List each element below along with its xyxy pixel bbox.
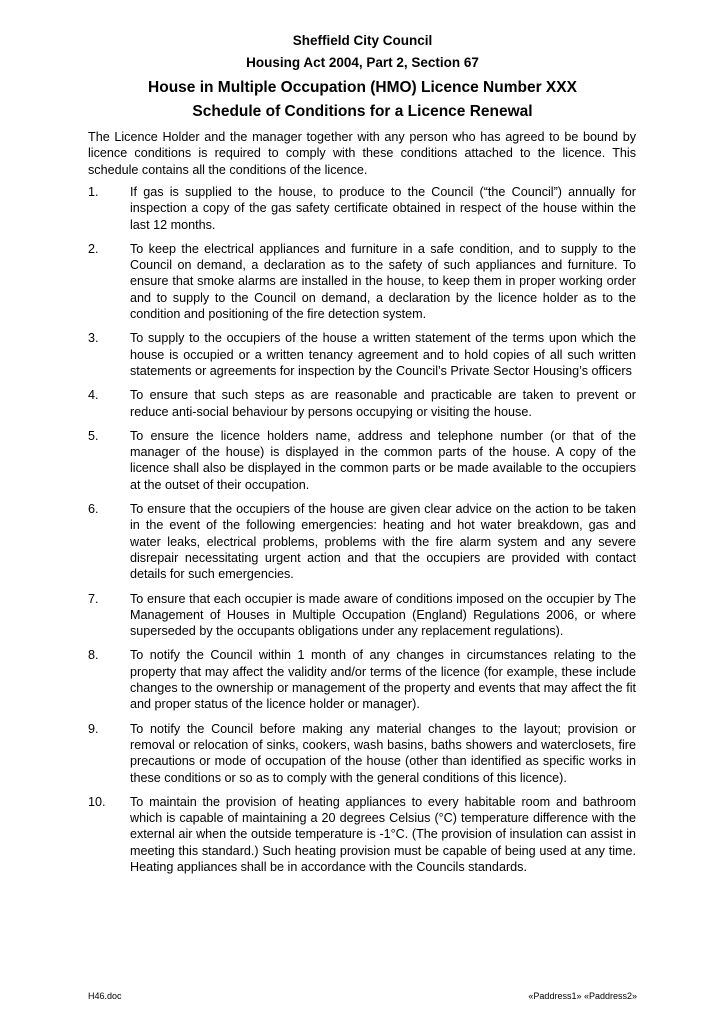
condition-item	[88, 721, 636, 786]
act-reference: Housing Act 2004, Part 2, Section 67	[246, 55, 479, 70]
condition-text: To ensure that the occupiers of the house are given clear advice on the action to be taken in the event of the following emergencies: heating and hot water breakdown, gas and water leaks, electrical problems, problems with the fire alarm system and any severe disrepair necessitating urgent action and that the occupiers are provided with contact details for such emergencies.	[130, 502, 636, 582]
condition-text: To ensure that such steps as are reasonable and practicable are taken to prevent or reduce anti-social behaviour by persons occupying or visiting the house.	[130, 388, 636, 419]
condition-text: To maintain the provision of heating appliances to every habitable room and bathroom which is capable of maintaining a 20 degrees Celsius (°C) temperature difference with the external air when the outside temperature is -1°C. (The provision of insulation can assist in meeting this standard.) Such heating provision must be capable of being used at any time. Heating appliances shall be in accordance with the Councils standards.	[130, 794, 636, 874]
condition-text: To ensure the licence holders name, address and telephone number (or that of the manager of the house) is displayed in the common parts of the house. A copy of the licence shall also be displayed in the common parts or be made available to the occupiers at the outset of their occupation.	[130, 428, 636, 492]
schedule-title: Schedule of Conditions for a Licence Renewal	[192, 103, 533, 120]
condition-number: 7.	[88, 591, 99, 606]
condition-number: 4.	[88, 388, 99, 403]
condition-number: 8.	[88, 648, 99, 663]
condition-item	[88, 647, 636, 712]
condition-text: To keep the electrical appliances and furniture in a safe condition, and to supply to the Council on demand, a declaration as to the safety of such appliances and furniture. To ensure that smoke alarms are installed in the house, to keep them in proper working order and to supply to the Council on demand, a declaration by the licence holder as to the condition and positioning of the fire detection system.	[130, 241, 636, 322]
intro-paragraph: The Licence Holder and the manager together with any person who has agreed to be bound by licence conditions is required to comply with these conditions attached to the licence. This schedule contains all the conditions of the licence.	[88, 130, 636, 177]
condition-text: To notify the Council before making any material changes to the layout; provision or removal or relocation of sinks, cookers, wash basins, baths showers and waterclosets, fire precautions or mode of occupation of the house (other than identified as specific works in these conditions or so as to comply with the general conditions of this licence).	[130, 721, 636, 785]
document-heading	[0, 30, 725, 123]
condition-item	[88, 794, 636, 875]
condition-text: To ensure that each occupier is made aware of conditions imposed on the occupier by The Management of Houses in Multiple Occupation (England) Regulations 2006, or where superseded by the occupants obligations under any replacement regulations).	[130, 591, 636, 639]
condition-text: To supply to the occupiers of the house a written statement of the terms upon which the house is occupied or a written tenancy agreement and to hold copies of all such written statements or agreements for inspection by the Council’s Private Sector Housing’s officers	[130, 331, 636, 378]
condition-text: If gas is supplied to the house, to produce to the Council (“the Council”) annually for inspection a copy of the gas safety certificate obtained in respect of the house within the last 12 months.	[130, 185, 636, 232]
condition-number: 3.	[88, 331, 99, 346]
footer-address: «Paddress1» «Paddress2»	[528, 991, 637, 1001]
condition-number: 5.	[88, 428, 99, 443]
council-name: Sheffield City Council	[292, 33, 433, 48]
footer-filename: H46.doc	[88, 991, 122, 1001]
condition-item	[88, 184, 636, 233]
condition-item	[88, 241, 636, 322]
condition-number: 9.	[88, 721, 99, 736]
conditions-list	[88, 184, 636, 883]
condition-number: 10.	[88, 794, 106, 809]
condition-number: 2.	[88, 241, 99, 256]
condition-item	[88, 428, 636, 493]
condition-item	[88, 330, 636, 379]
licence-title: House in Multiple Occupation (HMO) Licence Number XXX	[148, 79, 577, 96]
condition-number: 1.	[88, 185, 99, 199]
condition-number: 6.	[88, 502, 99, 517]
condition-item	[88, 591, 636, 640]
condition-text: To notify the Council within 1 month of any changes in circumstances relating to the property that may affect the validity and/or terms of the licence (for example, these include changes to the ownership or management of the property and events that may affect the fit and proper status of the licence holder or manager).	[130, 648, 636, 712]
condition-item	[88, 387, 636, 420]
condition-item	[88, 501, 636, 582]
